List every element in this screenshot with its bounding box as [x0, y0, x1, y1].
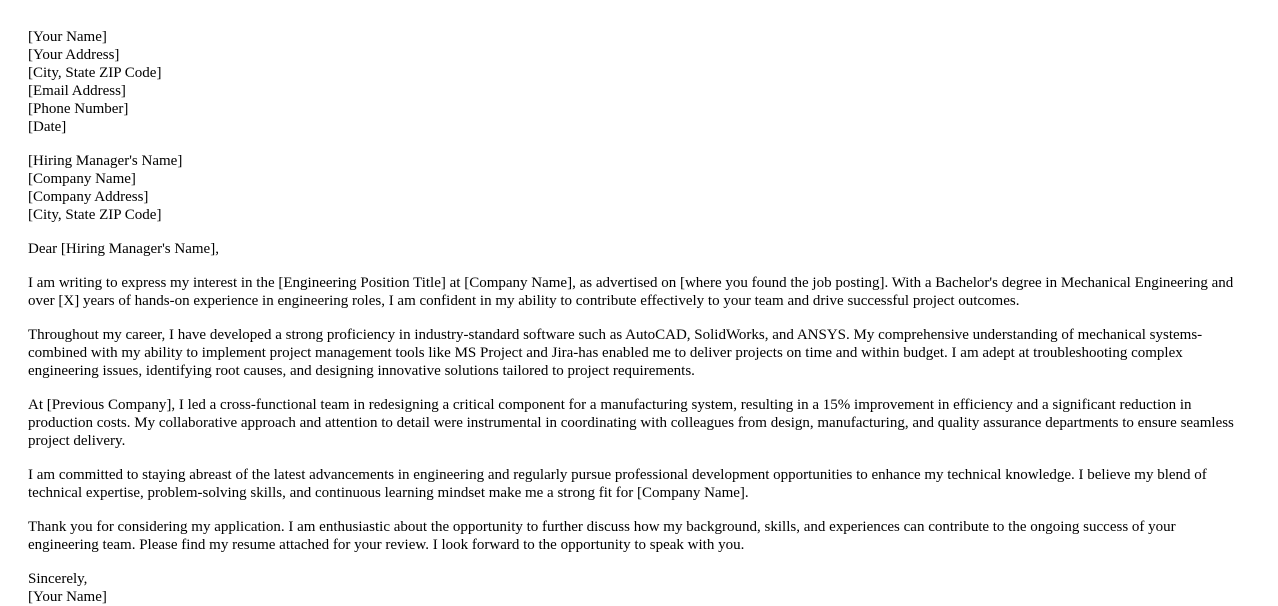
recipient-address-block	[28, 152, 1250, 224]
recipient-hiring-manager: [Hiring Manager's Name]	[28, 153, 183, 169]
valediction: Sincerely,	[28, 571, 88, 587]
sender-address-block	[28, 28, 1250, 136]
body-paragraph-intro: I am writing to express my interest in the [Engineering Position Title] at [Company Name], as advertised on [where you found the job posting]. With a Bachelor's degree in Mechanical Engineering and over [X] years of hands-on experience in engineering roles, I am confident in my ability to contribute effectively to your team and drive successful project outcomes.	[28, 275, 1234, 309]
salutation: Dear [Hiring Manager's Name],	[28, 241, 219, 257]
signature-name: [Your Name]	[28, 589, 107, 605]
body-paragraph-thanks: Thank you for considering my application. I am enthusiastic about the opportunity to further discuss how my background, skills, and experiences can contribute to the ongoing success of your engineering team. Please find my resume attached for your review. I look forward to the opportunity to speak with you.	[28, 519, 1176, 553]
body-paragraph-development: I am committed to staying abreast of the latest advancements in engineering and regularly pursue professional development opportunities to enhance my technical knowledge. I believe my blend of technical expertise, problem-solving skills, and continuous learning mindset make me a strong fit for [Company Name].	[28, 467, 1207, 501]
recipient-company-address: [Company Address]	[28, 189, 149, 205]
recipient-city-state-zip: [City, State ZIP Code]	[28, 207, 162, 223]
sender-city-state-zip: [City, State ZIP Code]	[28, 65, 162, 81]
letter-date: [Date]	[28, 119, 67, 135]
sender-email: [Email Address]	[28, 83, 126, 99]
recipient-company-name: [Company Name]	[28, 171, 136, 187]
sender-phone: [Phone Number]	[28, 101, 129, 117]
sender-address: [Your Address]	[28, 47, 120, 63]
sender-name: [Your Name]	[28, 29, 107, 45]
body-paragraph-experience: At [Previous Company], I led a cross-functional team in redesigning a critical component for a manufacturing system, resulting in a 15% improvement in efficiency and a significant reduction in production costs. My collaborative approach and attention to detail were instrumental in coordinating with colleagues from design, manufacturing, and quality assurance departments to ensure seamless project delivery.	[28, 397, 1234, 449]
body-paragraph-skills: Throughout my career, I have developed a strong proficiency in industry-standard software such as AutoCAD, SolidWorks, and ANSYS. My comprehensive understanding of mechanical systems-combined with my ability to implement project management tools like MS Project and Jira-has enabled me to deliver projects on time and within budget. I am adept at troubleshooting complex engineering issues, identifying root causes, and designing innovative solutions tailored to project requirements.	[28, 327, 1203, 379]
